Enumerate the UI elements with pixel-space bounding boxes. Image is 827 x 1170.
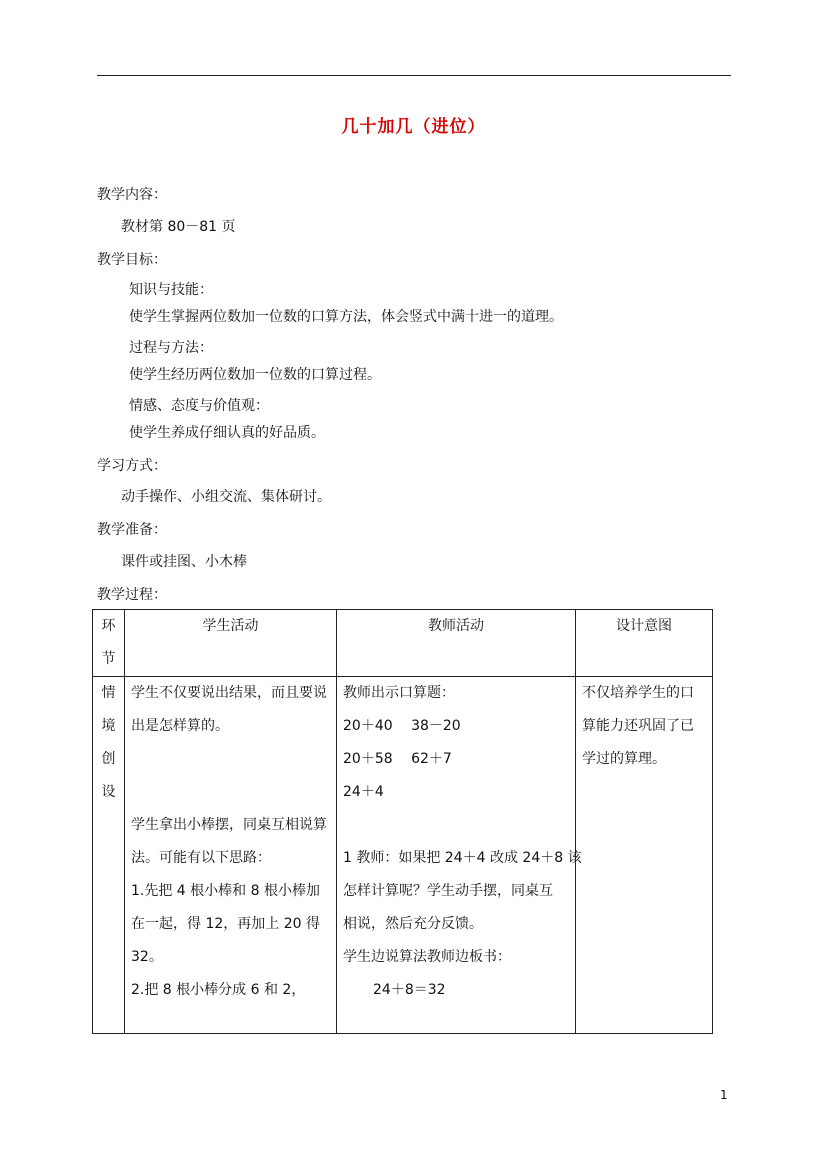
prep-label: 教学准备： <box>97 522 167 538</box>
header-student-activity: 学生活动 <box>125 610 337 677</box>
knowledge-label: 知识与技能： <box>129 282 213 298</box>
emotion-label: 情感、态度与价值观： <box>129 398 269 414</box>
learning-text: 动手操作、小组交流、集体研讨。 <box>121 489 331 505</box>
design-intent-cell: 不仅培养学生的口 算能力还巩固了已 学过的算理。 <box>576 677 713 1034</box>
emotion-text: 使学生养成仔细认真的好品质。 <box>129 425 325 441</box>
table-header-row <box>93 610 713 677</box>
content-label: 教学内容： <box>97 187 167 203</box>
procedure-table <box>92 609 713 1034</box>
knowledge-text: 使学生掌握两位数加一位数的口算方法，体会竖式中满十进一的道理。 <box>129 309 563 325</box>
header-stage: 环 节 <box>93 610 125 677</box>
page-title: 几十加几（进位） <box>341 117 486 137</box>
prep-text: 课件或挂图、小木棒 <box>121 554 247 570</box>
table-row <box>93 677 713 1034</box>
header-design-intent: 设计意图 <box>576 610 713 677</box>
procedure-label: 教学过程： <box>97 587 167 603</box>
header-rule <box>97 75 731 76</box>
learning-label: 学习方式： <box>97 458 167 474</box>
stage-cell: 情 境 创 设 <box>93 677 125 1034</box>
process-label: 过程与方法： <box>129 340 213 356</box>
teacher-activity-cell: 教师出示口算题： 20＋40 38－20 20＋58 62＋7 24＋4 1 教师：如果把 24＋4 改成 24＋8 该 怎样计算呢？学生动手摆，同桌互 相说，然后充分反馈。 学生边说算法教师边板书： 24＋8＝32 <box>337 677 576 1034</box>
header-teacher-activity: 教师活动 <box>337 610 576 677</box>
content-text: 教材第 80－81 页 <box>121 219 236 235</box>
board-formula: 24＋8＝32 <box>373 982 446 998</box>
process-text: 使学生经历两位数加一位数的口算过程。 <box>129 367 381 383</box>
page-number: 1 <box>720 1088 728 1102</box>
student-activity-cell: 学生不仅要说出结果，而且要说 出是怎样算的。 学生拿出小棒摆，同桌互相说算 法。可能有以下思路： 1.先把 4 根小棒和 8 根小棒加 在一起，得 12，再加上 20 得 32。 2.把 8 根小棒分成 6 和 2， <box>125 677 337 1034</box>
goals-label: 教学目标： <box>97 252 167 268</box>
